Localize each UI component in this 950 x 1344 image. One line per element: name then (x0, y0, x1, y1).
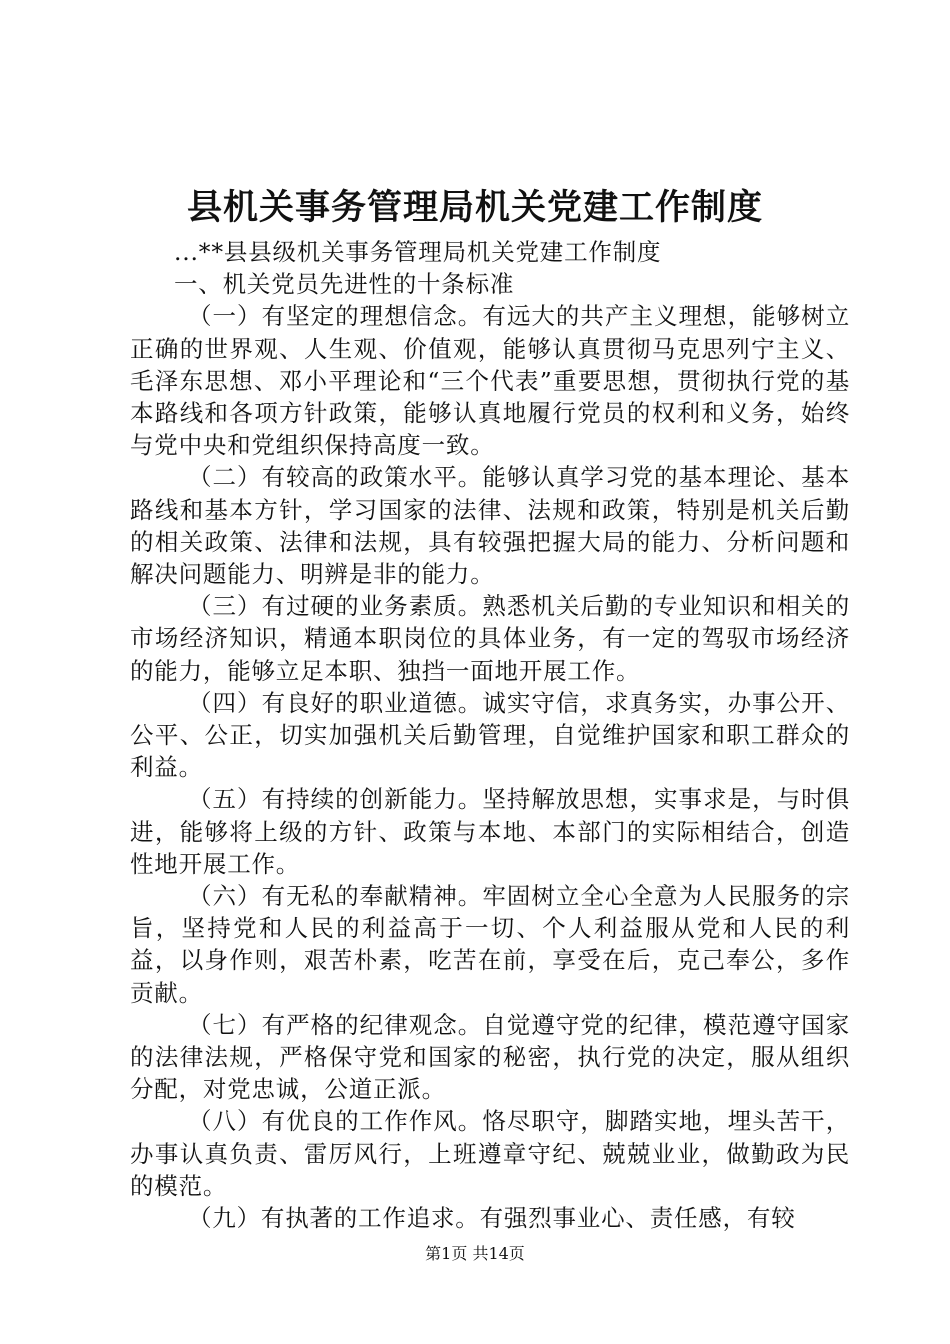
document-title: 县机关事务管理局机关党建工作制度 (186, 187, 763, 228)
document-subtitle: ...**县县级机关事务管理局机关党建工作制度 (174, 238, 662, 266)
paragraph-6: （六）有无私的奉献精神。牢固树立全心全意为人民服务的宗旨，坚持党和人民的利益高于一切、个人利益服从党和人民的利益，以身作则，艰苦朴素，吃苦在前，享受在后，克己奉公，多作贡献。 (130, 882, 850, 1007)
paragraph-8: （八）有优良的工作作风。恪尽职守，脚踏实地，埋头苦干，办事认真负责、雷厉风行，上班遵章守纪、兢兢业业，做勤政为民的模范。 (130, 1107, 850, 1200)
paragraph-9: （九）有执著的工作追求。有强烈事业心、责任感，有较 (188, 1204, 796, 1233)
paragraph-4: （四）有良好的职业道德。诚实守信，求真务实，办事公开、公平、公正，切实加强机关后勤管理，自觉维护国家和职工群众的利益。 (130, 688, 850, 782)
paragraph-1: （一）有坚定的理想信念。有远大的共产主义理想，能够树立正确的世界观、人生观、价值观，能够认真贯彻马克思列宁主义、毛泽东思想、邓小平理论和“三个代表”重要思想，贯彻执行党的基本路线和各项方针政策，能够认真地履行党员的权利和义务，始终与党中央和党组织保持高度一致。 (130, 302, 850, 460)
paragraph-7: （七）有严格的纪律观念。自觉遵守党的纪律，模范遵守国家的法律法规，严格保守党和国家的秘密，执行党的决定，服从组织分配，对党忠诚，公道正派。 (130, 1010, 850, 1104)
section-heading: 一、机关党员先进性的十条标准 (174, 270, 515, 299)
paragraph-5: （五）有持续的创新能力。坚持解放思想，实事求是，与时俱进，能够将上级的方针、政策与本地、本部门的实际相结合，创造性地开展工作。 (130, 785, 850, 878)
document-body (130, 236, 850, 1234)
paragraph-2: （二）有较高的政策水平。能够认真学习党的基本理论、基本路线和基本方针，学习国家的法律、法规和政策，特别是机关后勤的相关政策、法律和法规，具有较强把握大局的能力、分析问题和解决问题能力、明辨是非的能力。 (130, 463, 850, 589)
page-footer: 第1页 共14页 (425, 1244, 525, 1263)
paragraph-3: （三）有过硬的业务素质。熟悉机关后勤的专业知识和相关的市场经济知识，精通本职岗位的具体业务，有一定的驾驭市场经济的能力，能够立足本职、独挡一面地开展工作。 (130, 592, 850, 685)
